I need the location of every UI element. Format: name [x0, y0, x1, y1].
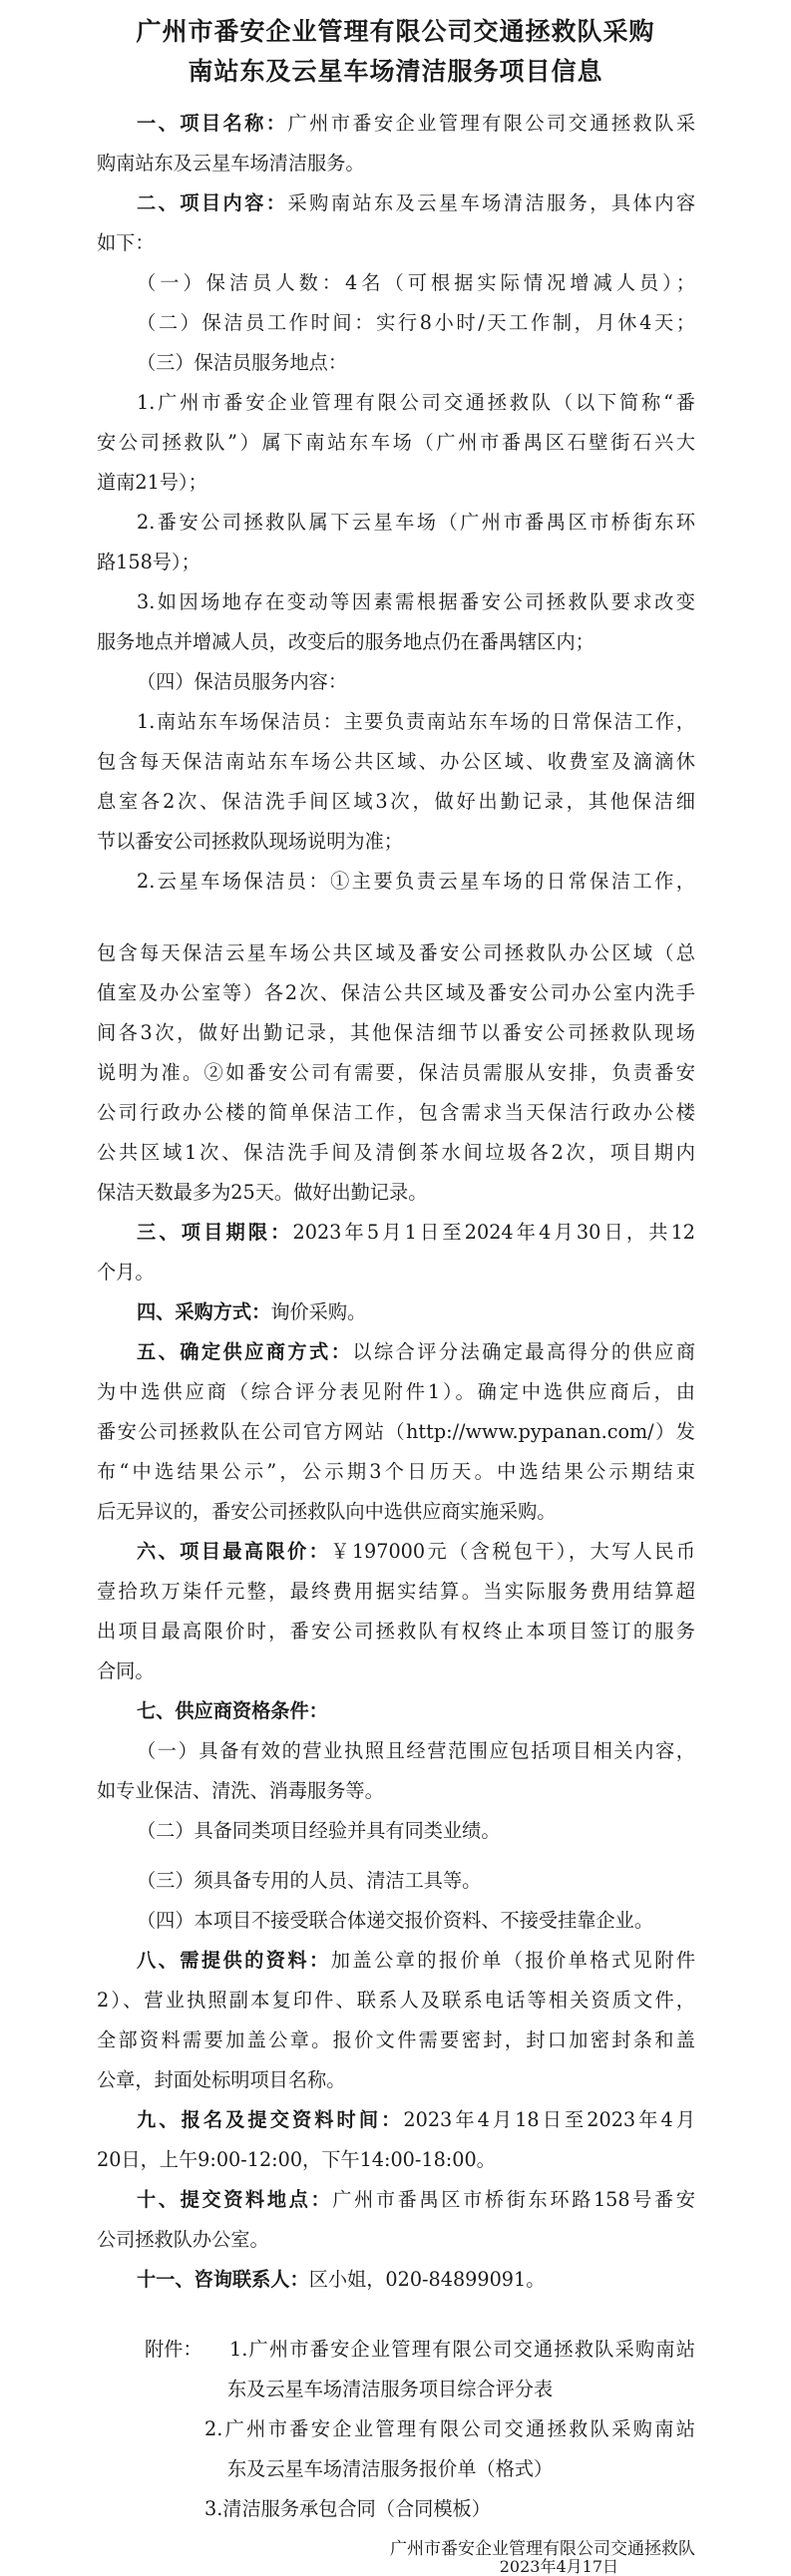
paragraph-line: 1.南站东车场保洁员：主要负责南站东车场的日常保洁工作， [137, 710, 695, 733]
document-title-line-1: 广州市番安企业管理有限公司交通拯救队采购 [136, 17, 655, 46]
section-heading: 十、提交资料地点： [137, 2188, 333, 2211]
paragraph-line: 3.如因场地存在变动等因素需根据番安公司拯救队要求改变 [137, 590, 695, 613]
section-qualification [137, 1701, 695, 1720]
document-title-line-2: 南站东及云星车场清洁服务项目信息 [188, 57, 603, 86]
paragraph-line: 公共区域1次、保洁洗手间及清倒茶水间垃圾各2次，项目期内 [97, 1141, 695, 1164]
paragraph-line: 公司拯救队办公室。 [97, 2228, 269, 2251]
paragraph-line: 息室各2次、保洁洗手间区域3次，做好出勤记录，其他保洁细 [97, 790, 695, 813]
paragraph-line: 包含每天保洁南站东车场公共区域、办公区域、收费室及滴滴休 [97, 750, 695, 773]
paragraph-line: 节以番安公司拯救队现场说明为准； [97, 830, 403, 853]
section-max-price: 六、项目最高限价：￥197000元（含税包干），大写人民币 [137, 1540, 696, 1563]
section-supplier-selection: 五、确定供应商方式：以综合评分法确定最高得分的供应商 [137, 1340, 696, 1363]
paragraph-line: 公章，封面处标明项目名称。 [97, 2068, 346, 2091]
paragraph-line: 保洁天数最多为25天。做好出勤记录。 [97, 1181, 428, 1204]
attachment-3: 3.清洁服务承包合同（合同模板） [204, 2497, 491, 2520]
paragraph-line: 2.番安公司拯救队属下云星车场（广州市番禺区市桥街东环 [137, 511, 695, 534]
paragraph-line: 后无异议的，番安公司拯救队向中选供应商实施采购。 [97, 1500, 557, 1523]
section-project-name: 一、项目名称：广州市番安企业管理有限公司交通拯救队采 [137, 112, 696, 135]
paragraph-line: 服务地点并增减人员，改变后的服务地点仍在番禺辖区内； [97, 630, 594, 653]
paragraph-line: 公司行政办公楼的简单保洁工作，包含需求当天保洁行政办公楼 [97, 1101, 695, 1124]
signature-date: 2023年4月17日 [499, 2557, 618, 2576]
paragraph-line: 安公司拯救队”）属下南站东车场（广州市番禺区石壁街石兴大 [97, 431, 695, 454]
section-submission-location: 十、提交资料地点：广州市番禺区市桥街东环路158号番安 [137, 2188, 695, 2211]
section-heading: 六、项目最高限价： [137, 1540, 331, 1563]
section-heading: 二、项目内容： [137, 191, 288, 214]
paragraph-line: 间各3次，做好出勤记录，其他保洁细节以番安公司拯救队现场 [97, 1021, 695, 1044]
section-heading: 四、采购方式： [137, 1300, 271, 1323]
paragraph-line: 2.云星车场保洁员：①主要负责云星车场的日常保洁工作， [137, 870, 695, 893]
section-heading: 七、供应商资格条件： [137, 1699, 328, 1722]
service-content-heading: （四）保洁员服务内容： [137, 670, 348, 693]
paragraph-line: 值室及办公室等）各2次、保洁公共区域及番安公司办公室内洗手 [97, 981, 695, 1004]
paragraph-line: 2）、营业执照副本复印件、联系人及联系电话等相关资质文件， [97, 1989, 695, 2012]
paragraph-line: 购南站东及云星车场清洁服务。 [97, 152, 365, 175]
paragraph-line: 20日，上午9:00-12:00，下午14:00-18:00。 [97, 2148, 496, 2171]
paragraph-line: 路158号）； [97, 551, 200, 573]
paragraph-line: 全部资料需要加盖公章。报价文件需要密封，封口加密封条和盖 [97, 2028, 695, 2051]
attachment-2-cont: 东及云星车场清洁服务报价单（格式） [227, 2457, 554, 2480]
service-location-heading: （三）保洁员服务地点： [137, 351, 348, 374]
paragraph-line: （三）须具备专用的人员、清洁工具等。 [137, 1869, 482, 1892]
paragraph-line: 包含每天保洁云星车场公共区域及番安公司拯救队办公区域（总 [97, 941, 695, 964]
section-required-documents: 八、需提供的资料：加盖公章的报价单（报价单格式见附件 [137, 1949, 696, 1972]
paragraph-line: 如下： [97, 231, 155, 254]
paragraph-line: 如专业保洁、清洗、消毒服务等。 [97, 1779, 384, 1802]
paragraph-line: 道南21号）； [97, 471, 207, 494]
paragraph-line: （二）具备同类项目经验并具有同类业绩。 [137, 1819, 501, 1842]
signature-org: 广州市番安企业管理有限公司交通拯救队 [390, 2539, 695, 2559]
section-registration-time: 九、报名及提交资料时间：2023年4月18日至2023年4月 [137, 2108, 696, 2131]
paragraph-line: （四）本项目不接受联合体递交报价资料、不接受挂靠企业。 [137, 1909, 654, 1932]
paragraph-line: 为中选供应商（综合评分表见附件1）。确定中选供应商后，由 [97, 1380, 695, 1403]
section-heading: 一、项目名称： [137, 112, 288, 135]
attachment-1: 1.广州市番安企业管理有限公司交通拯救队采购南站 [229, 2338, 695, 2361]
paragraph-line: 布“中选结果公示”，公示期3个日历天。中选结果公示期结束 [97, 1460, 695, 1483]
paragraph-line: 说明为准。②如番安公司有需要，保洁员需服从安排，负责番安 [97, 1061, 695, 1084]
section-project-content: 二、项目内容：采购南站东及云星车场清洁服务，具体内容 [137, 191, 696, 214]
section-procurement-method: 四、采购方式：询价采购。 [137, 1300, 367, 1323]
paragraph-line: 壹拾玖万柒仟元整，最终费用据实结算。当实际服务费用结算超 [97, 1580, 695, 1603]
section-project-term: 三、项目期限：2023年5月1日至2024年4月30日，共12 [137, 1221, 695, 1244]
staff-count-line: （一）保洁员人数：4名（可根据实际情况增减人员）； [137, 271, 695, 294]
attachment-1-cont: 东及云星车场清洁服务项目综合评分表 [227, 2378, 554, 2400]
paragraph-line: （一）具备有效的营业执照且经营范围应包括项目相关内容， [137, 1739, 695, 1762]
paragraph-line: 个月。 [97, 1261, 155, 1284]
work-hours-line: （二）保洁员工作时间：实行8小时/天工作制，月休4天； [137, 311, 695, 334]
paragraph-line: 番安公司拯救队在公司官方网站（http://www.pypanan.com/）发 [97, 1420, 695, 1443]
paragraph-line: 合同。 [97, 1659, 155, 1682]
attachments-label: 附件： [145, 2338, 202, 2361]
section-heading: 九、报名及提交资料时间： [137, 2108, 404, 2131]
section-heading: 十一、咨询联系人： [137, 2268, 309, 2291]
attachment-2: 2.广州市番安企业管理有限公司交通拯救队采购南站 [204, 2417, 695, 2440]
section-contact: 十一、咨询联系人：区小姐，020-84899091。 [137, 2268, 546, 2291]
section-heading: 三、项目期限： [137, 1221, 293, 1244]
section-heading: 八、需提供的资料： [137, 1949, 331, 1972]
paragraph-line: 1.广州市番安企业管理有限公司交通拯救队（以下简称“番 [137, 391, 695, 414]
section-heading: 五、确定供应商方式： [137, 1340, 353, 1363]
paragraph-line: 出项目最高限价时，番安公司拯救队有权终止本项目签订的服务 [97, 1620, 695, 1643]
